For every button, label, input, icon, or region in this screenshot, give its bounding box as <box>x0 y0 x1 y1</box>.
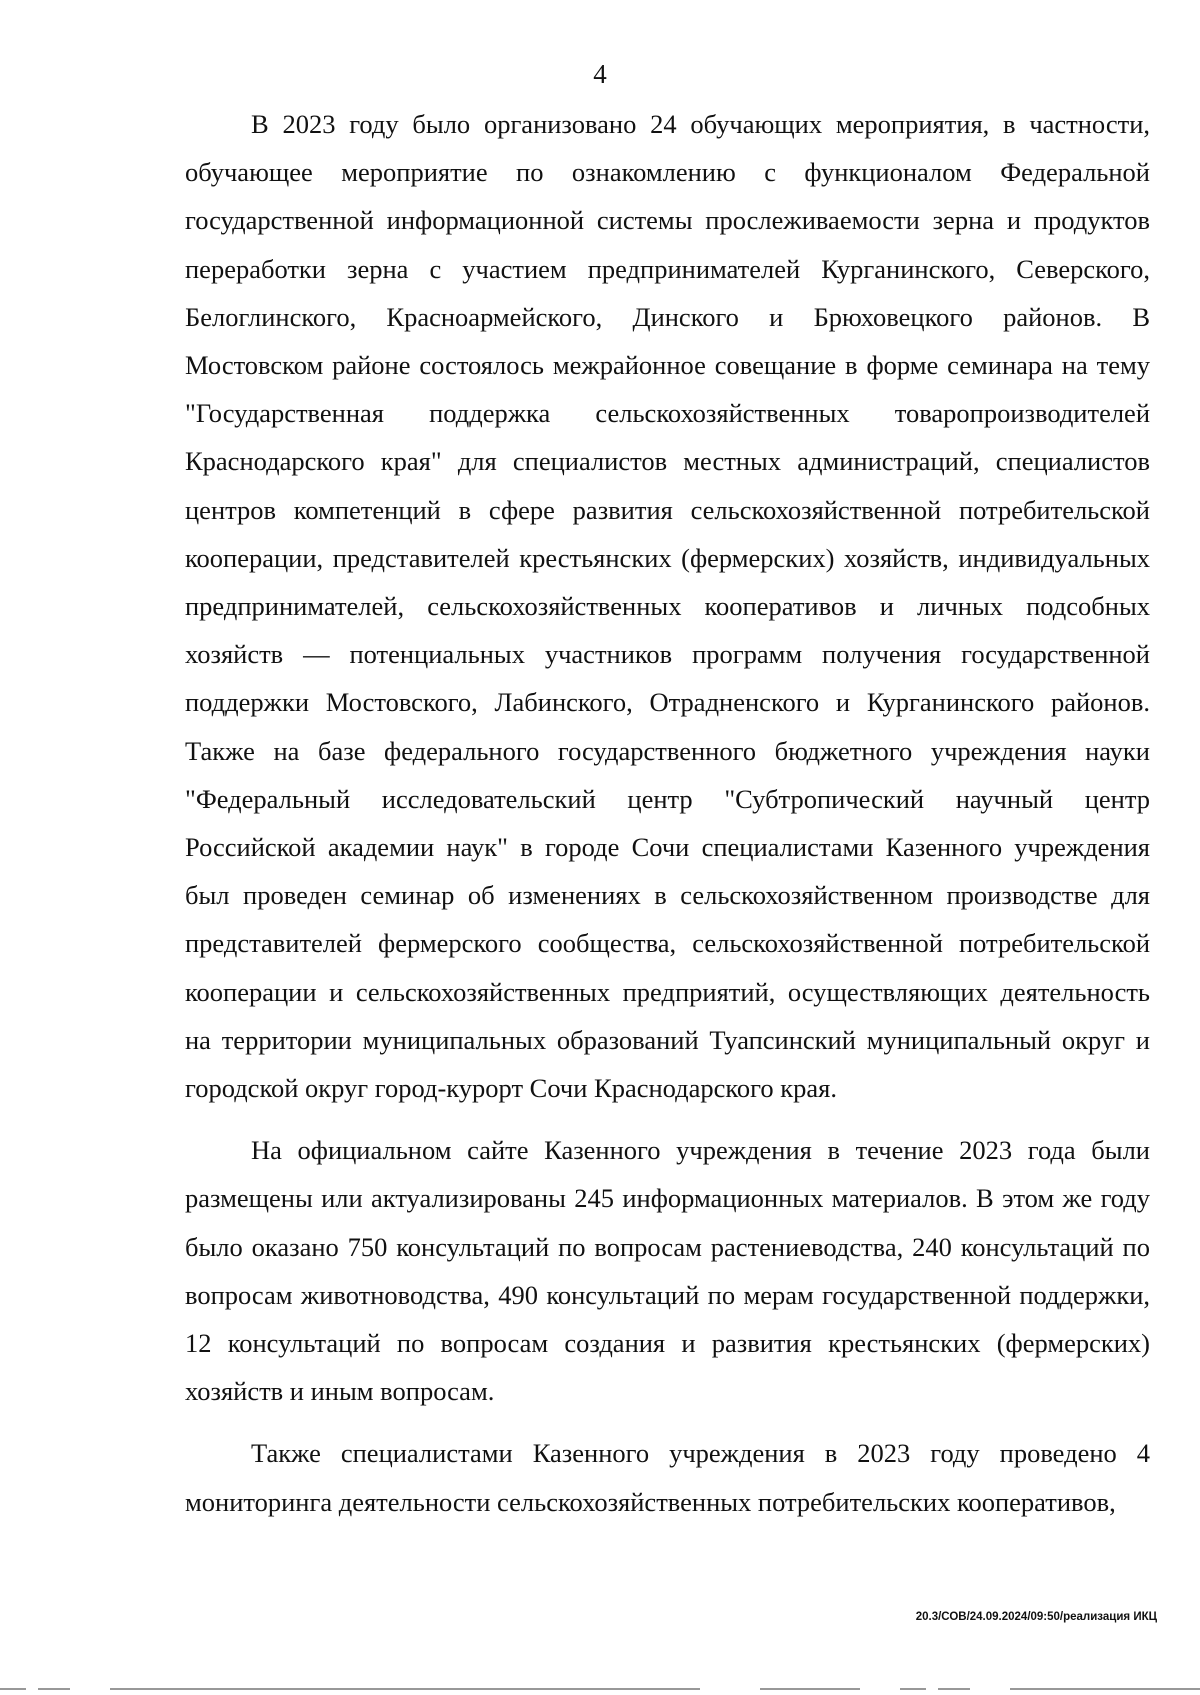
page-number: 4 <box>593 59 607 89</box>
document-footer-code: 20.3/СОВ/24.09.2024/09:50/реализация ИКЦ <box>915 1611 1157 1623</box>
scan-edge-line <box>0 1688 1200 1690</box>
paragraph-monitoring: Также специалистами Казенного учреждения в 2023 году проведено 4 мониторинга деятельности сельскохозяйственных потребительских кооперативов, <box>185 1438 1150 1517</box>
document-body <box>185 100 1150 1526</box>
paragraph-consultations: На официальном сайте Казенного учреждения в течение 2023 года были размещены или актуализированы 245 информационных материалов. В этом же году было оказано 750 консультаций по вопросам растениеводства, 240 консультаций по вопросам животноводства, 490 консультаций по мерам государственной поддержки, 12 консультаций по вопросам создания и развития крестьянских (фермерских) хозяйств и иным вопросам. <box>185 1135 1150 1407</box>
paragraph-training-events: В 2023 году было организовано 24 обучающих мероприятия, в частности, обучающее мероприятие по ознакомлению с функционалом Федеральной государственной информационной системы прослеживаемости зерна и продуктов переработки зерна с участием предпринимателей Курганинского, Северского, Белоглинского, Красноармейского, Динского и Брюховецкого районов. В Мостовском районе состоялось межрайонное совещание в форме семинара на тему "Государственная поддержка сельскохозяйственных товаропроизводителей Краснодарского края" для специалистов местных администраций, специалистов центров компетенций в сфере развития сельскохозяйственной потребительской кооперации, представителей крестьянских (фермерских) хозяйств, индивидуальных предпринимателей, сельскохозяйственных кооперативов и личных подсобных хозяйств — потенциальных участников программ получения государственной поддержки Мостовского, Лабинского, Отрадненского и Курганинского районов. Также на базе федерального государственного бюджетного учреждения науки "Федеральный исследовательский центр "Субтропический научный центр Российской академии наук" в городе Сочи специалистами Казенного учреждения был проведен семинар об изменениях в сельскохозяйственном производстве для представителей фермерского сообщества, сельскохозяйственной потребительской кооперации и сельскохозяйственных предприятий, осуществляющих деятельность на территории муниципальных образований Туапсинский муниципальный округ и городской округ город-курорт Сочи Краснодарского края. <box>185 109 1150 1104</box>
